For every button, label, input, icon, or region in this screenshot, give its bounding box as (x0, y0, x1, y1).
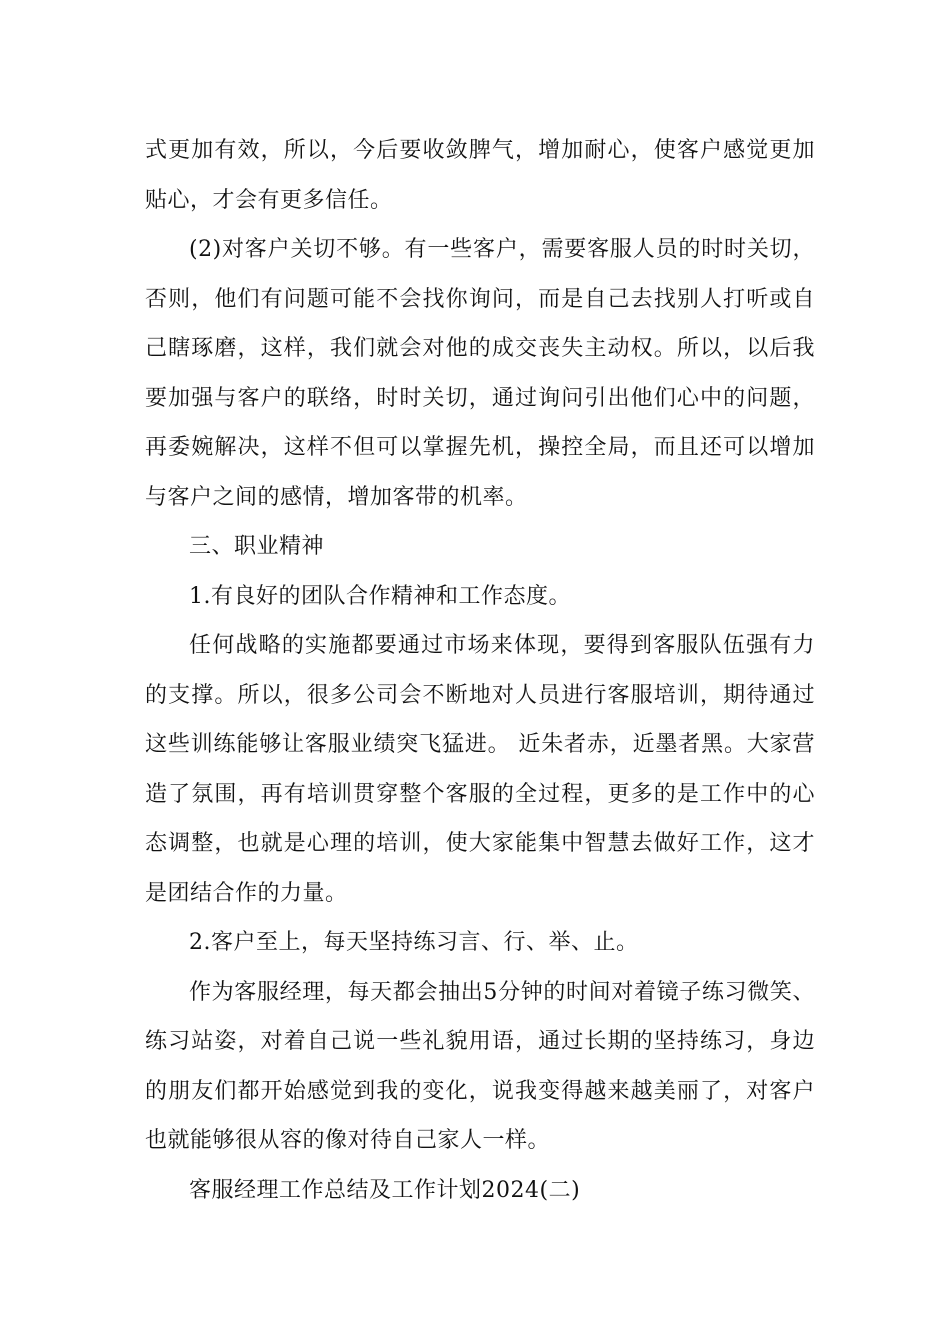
subheading-teamwork: 1.有良好的团队合作精神和工作态度。 (189, 583, 571, 609)
paragraph-continuation: 式更加有效，所以，今后要收敛脾气，增加耐心，使客户感觉更加贴心，才会有更多信任。 (145, 138, 815, 213)
paragraph-practice: 作为客服经理，每天都会抽出5分钟的时间对着镜子练习微笑、练习站姿，对着自己说一些礼貌用语，通过长期的坚持练习，身边的朋友们都开始感觉到我的变化，说我变得越来越美丽了，对客户也就能够很从容的像对待自己家人一样。 (145, 979, 815, 1153)
paragraph-teamwork: 任何战略的实施都要通过市场来体现，要得到客服队伍强有力的支撑。所以，很多公司会不断地对人员进行客服培训，期待通过这些训练能够让客服业绩突飞猛进。 近朱者赤，近墨者黑。大家营造了氛围，再有培训贯穿整个客服的全过程，更多的是工作中的心态调整，也就是心理的培训，使大家能集中智慧去做好工作，这才是团结合作的力量。 (145, 633, 815, 906)
paragraph-customer-care: (2)对客户关切不够。有一些客户，需要客服人员的时时关切，否则，他们有问题可能不会找你询问，而是自己去找别人打听或自己瞎琢磨，这样，我们就会对他的成交丧失主动权。所以，以后我要加强与客户的联络，时时关切，通过询问引出他们心中的问题，再委婉解决，这样不但可以掌握先机，操控全局，而且还可以增加与客户之间的感情，增加客带的机率。 (145, 237, 815, 510)
subheading-customer-first: 2.客户至上，每天坚持练习言、行、举、止。 (189, 930, 639, 955)
document-body (145, 126, 815, 1215)
section-heading-professionalism: 三、职业精神 (189, 534, 325, 559)
next-section-title: 客服经理工作总结及工作计划2024(二) (189, 1177, 581, 1203)
